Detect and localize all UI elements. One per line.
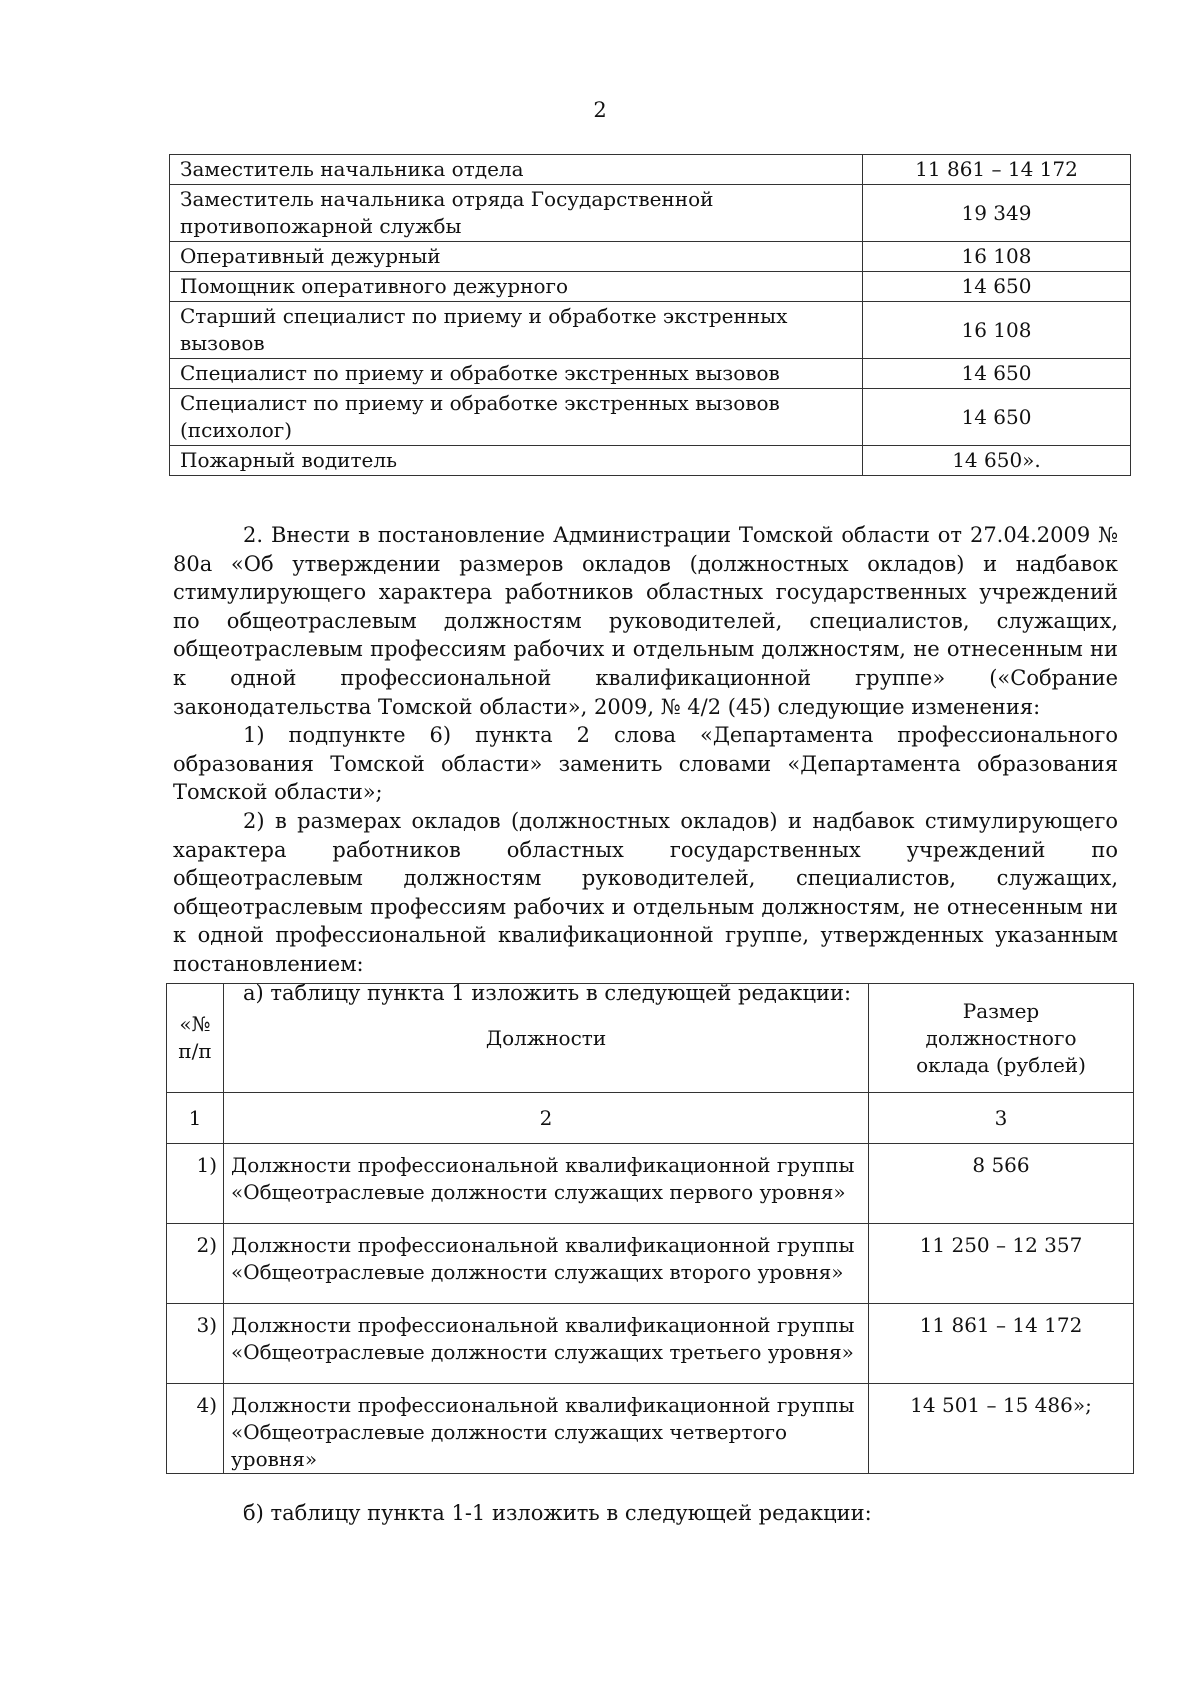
salary-cell: 14 650: [863, 389, 1131, 446]
item-1: 1) подпункте 6) пункта 2 слова «Департамента профессионального образования Томской области» заменить словами «Департамента образования Томской области»;: [173, 723, 1118, 805]
header-salary: Размер должностного оклада (рублей): [869, 984, 1134, 1093]
table-row: [167, 1384, 1134, 1474]
position-cell: Оперативный дежурный: [170, 242, 863, 272]
table-row: [170, 359, 1131, 389]
salary-cell: 14 501 – 15 486»;: [869, 1384, 1134, 1474]
table-row: [167, 1224, 1134, 1304]
header-position: Должности: [224, 984, 869, 1093]
item-2: 2) в размерах окладов (должностных окладов) и надбавок стимулирующего характера работников областных государственных учреждений по общеотраслевым должностям руководителей, специалистов, служащих, общеотраслевым профессиям рабочих и отдельным должностям, не отнесенным ни к одной профессиональной квалификационной группе, утвержденных указанным постановлением:: [173, 808, 1118, 976]
item-2a: а) таблицу пункта 1 изложить в следующей редакции:: [243, 980, 852, 1005]
header-num: «№ п/п: [167, 984, 224, 1093]
index-cell: 3: [869, 1093, 1134, 1144]
salary-cell: 11 250 – 12 357: [869, 1224, 1134, 1304]
table-index-row: [167, 1093, 1134, 1144]
salary-cell: 14 650: [863, 359, 1131, 389]
table-row: [170, 272, 1131, 302]
salary-cell: 11 861 – 14 172: [863, 155, 1131, 185]
salary-cell: 14 650».: [863, 446, 1131, 476]
row-number: 1): [167, 1144, 224, 1224]
item-2b: б) таблицу пункта 1-1 изложить в следующей редакции:: [243, 1501, 872, 1525]
table-row: [170, 185, 1131, 242]
table-header-row: [167, 984, 1134, 1093]
position-cell: Должности профессиональной квалификационной группы «Общеотраслевые должности служащих второго уровня»: [224, 1224, 869, 1304]
table-row: [170, 446, 1131, 476]
positions-salary-table: [166, 983, 1134, 1474]
item-2b-block: [173, 1499, 1118, 1528]
salary-cell: 19 349: [863, 185, 1131, 242]
row-number: 2): [167, 1224, 224, 1304]
table-row: [170, 389, 1131, 446]
position-cell: Должности профессиональной квалификационной группы «Общеотраслевые должности служащих третьего уровня»: [224, 1304, 869, 1384]
row-number: 3): [167, 1304, 224, 1384]
position-cell: Специалист по приему и обработке экстренных вызовов (психолог): [170, 389, 863, 446]
salary-cell: 11 861 – 14 172: [869, 1304, 1134, 1384]
page-number: 2: [593, 98, 607, 122]
table-row: [170, 155, 1131, 185]
index-cell: 2: [224, 1093, 869, 1144]
position-cell: Должности профессиональной квалификационной группы «Общеотраслевые должности служащих четвертого уровня»: [224, 1384, 869, 1474]
salary-cell: 16 108: [863, 242, 1131, 272]
position-cell: Должности профессиональной квалификационной группы «Общеотраслевые должности служащих первого уровня»: [224, 1144, 869, 1224]
position-cell: Заместитель начальника отряда Государственной противопожарной службы: [170, 185, 863, 242]
table-row: [170, 242, 1131, 272]
position-cell: Помощник оперативного дежурного: [170, 272, 863, 302]
salary-cell: 16 108: [863, 302, 1131, 359]
salary-table-continued: [169, 154, 1131, 476]
index-cell: 1: [167, 1093, 224, 1144]
position-cell: Пожарный водитель: [170, 446, 863, 476]
position-cell: Заместитель начальника отдела: [170, 155, 863, 185]
table-row: [167, 1304, 1134, 1384]
salary-cell: 14 650: [863, 272, 1131, 302]
amendments-text: [173, 521, 1118, 1007]
table-row: [167, 1144, 1134, 1224]
table-row: [170, 302, 1131, 359]
salary-cell: 8 566: [869, 1144, 1134, 1224]
row-number: 4): [167, 1384, 224, 1474]
paragraph-2: 2. Внести в постановление Администрации Томской области от 27.04.2009 № 80а «Об утверждении размеров окладов (должностных окладов) и надбавок стимулирующего характера работников областных государственных учреждений по общеотраслевым должностям руководителей, специалистов, служащих, общеотраслевым профессиям рабочих и отдельным должностям, не отнесенным ни к одной профессиональной квалификационной группе» («Собрание законодательства Томской области», 2009, № 4/2 (45) следующие изменения:: [173, 523, 1118, 719]
position-cell: Старший специалист по приему и обработке экстренных вызовов: [170, 302, 863, 359]
position-cell: Специалист по приему и обработке экстренных вызовов: [170, 359, 863, 389]
